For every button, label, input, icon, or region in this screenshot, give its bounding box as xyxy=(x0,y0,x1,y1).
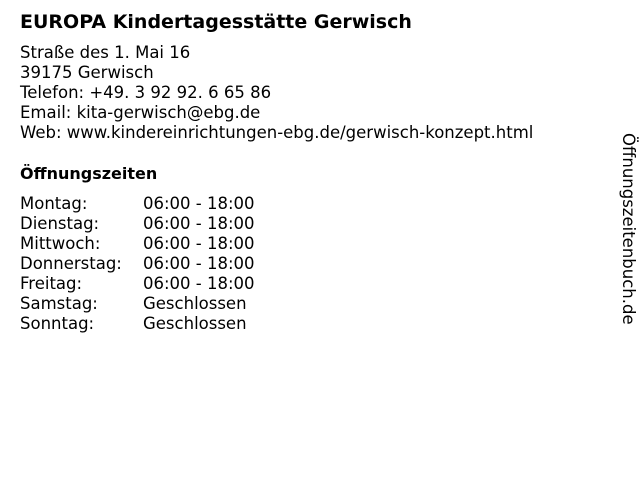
day-label: Dienstag: xyxy=(20,214,100,233)
day-label: Montag: xyxy=(20,194,88,213)
hours-row-saturday xyxy=(20,294,255,314)
street-address: Straße des 1. Mai 16 xyxy=(20,43,191,62)
page-title: EUROPA Kindertagesstätte Gerwisch xyxy=(20,11,412,33)
day-label: Sonntag: xyxy=(20,314,95,333)
postal-city: 39175 Gerwisch xyxy=(20,63,154,82)
hours-row-tuesday xyxy=(20,214,255,234)
day-label: Samstag: xyxy=(20,294,98,313)
day-label: Freitag: xyxy=(20,274,83,293)
hours-row-wednesday xyxy=(20,234,255,254)
day-hours: Geschlossen xyxy=(143,314,247,333)
day-hours: 06:00 - 18:00 xyxy=(143,214,255,233)
day-hours: 06:00 - 18:00 xyxy=(143,194,255,213)
hours-row-thursday xyxy=(20,254,255,274)
day-hours: 06:00 - 18:00 xyxy=(143,234,255,253)
day-hours: Geschlossen xyxy=(143,294,247,313)
address-block xyxy=(20,43,533,143)
day-hours: 06:00 - 18:00 xyxy=(143,274,255,293)
site-watermark-text: Öffnungszeitenbuch.de xyxy=(619,133,638,325)
day-hours: 06:00 - 18:00 xyxy=(143,254,255,273)
day-label: Mittwoch: xyxy=(20,234,101,253)
day-label: Donnerstag: xyxy=(20,254,122,273)
opening-hours-heading: Öffnungszeiten xyxy=(20,164,158,183)
email-address: Email: kita-gerwisch@ebg.de xyxy=(20,103,261,122)
hours-row-monday xyxy=(20,194,255,214)
phone-number: Telefon: +49. 3 92 92. 6 65 86 xyxy=(20,83,272,102)
hours-row-sunday xyxy=(20,314,255,334)
opening-hours-table xyxy=(20,194,255,334)
hours-row-friday xyxy=(20,274,255,294)
website-url: Web: www.kindereinrichtungen-ebg.de/gerwisch-konzept.html xyxy=(20,123,534,142)
